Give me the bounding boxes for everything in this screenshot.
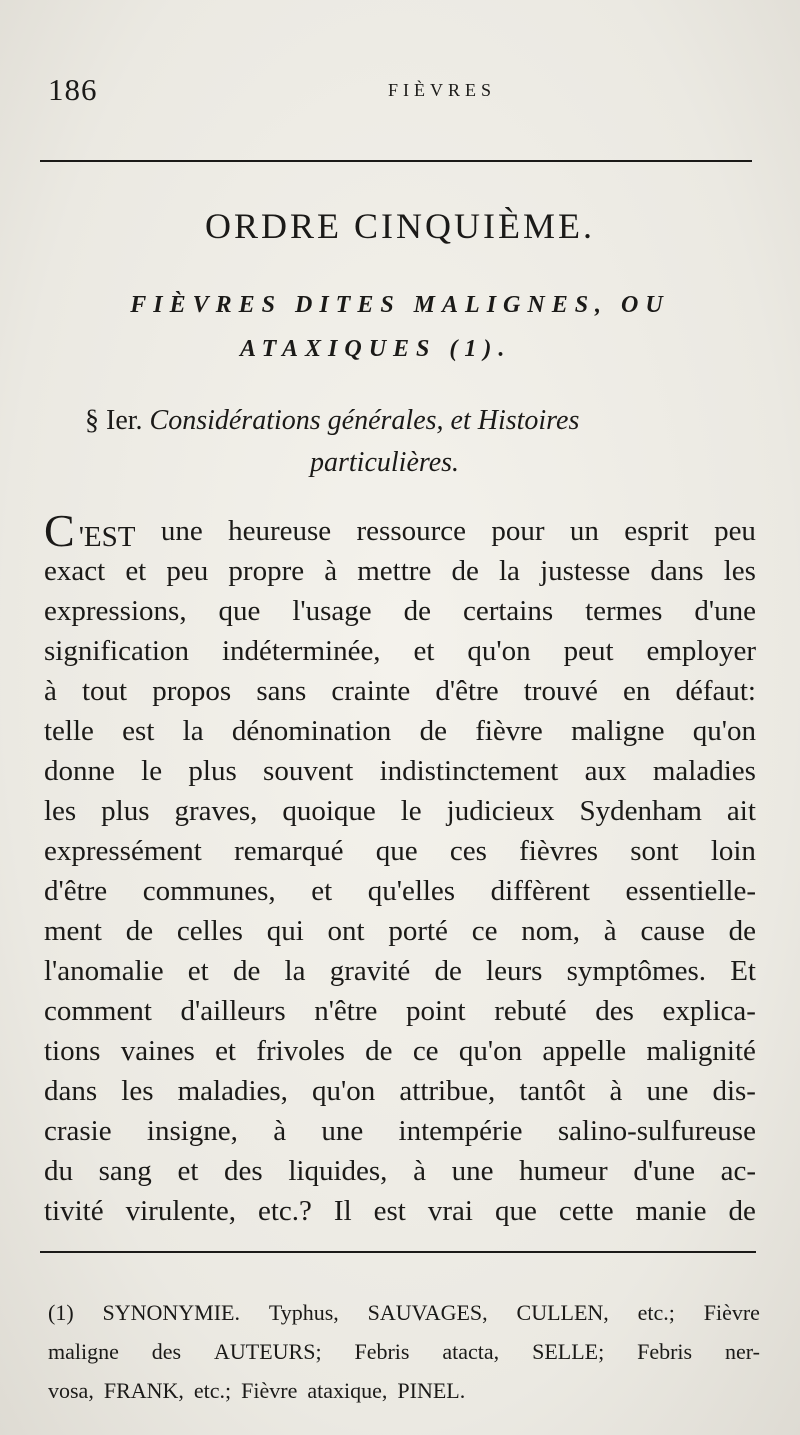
section-title-line-1: FIÈVRES DITES MALIGNES, OU <box>130 292 670 318</box>
running-head: FIÈVRES <box>388 80 497 100</box>
body-line: du sang et des liquides, à une humeur d'une ac- <box>44 1155 756 1187</box>
body-line: exact et peu propre à mettre de la justesse dans les <box>44 555 756 587</box>
header-rule <box>40 160 752 162</box>
page-number: 186 <box>48 72 98 107</box>
body-line: à tout propos sans crainte d'être trouvé en défaut: <box>44 675 756 707</box>
footnote-line: vosa, FRANK, etc.; Fièvre ataxique, PINEL. <box>48 1378 466 1403</box>
footnote <box>48 1293 760 1410</box>
body-line: d'être communes, et qu'elles diffèrent essentielle- <box>44 875 756 907</box>
body-line: ment de celles qui ont porté ce nom, à cause de <box>44 915 756 947</box>
body-line: crasie insigne, à une intempérie salino-sulfureuse <box>44 1115 756 1147</box>
body-line: dans les maladies, qu'on attribue, tantôt à une dis- <box>44 1075 756 1107</box>
body-line: tions vaines et frivoles de ce qu'on appelle malignité <box>44 1035 756 1067</box>
footnote-rule <box>40 1251 756 1253</box>
body-line: telle est la dénomination de fièvre maligne qu'on <box>44 715 756 747</box>
body-line: l'anomalie et de la gravité de leurs symptômes. Et <box>44 955 756 987</box>
drop-cap: C <box>44 511 75 551</box>
subsection-heading <box>85 405 579 437</box>
footnote-line: maligne des AUTEURS; Febris atacta, SELLE; Febris ner- <box>48 1339 760 1364</box>
body-line: comment d'ailleurs n'être point rebuté des explica- <box>44 995 756 1027</box>
body-line: expressions, que l'usage de certains termes d'une <box>44 595 756 627</box>
footnote-line: (1) SYNONYMIE. Typhus, SAUVAGES, CULLEN, etc.; Fièvre <box>48 1300 760 1325</box>
body-line: tivité virulente, etc.? Il est vrai que cette manie de <box>44 1195 756 1227</box>
subsection-title-line-2: particulières. <box>310 447 460 478</box>
page-header <box>48 72 748 108</box>
section-title-line-2: ATAXIQUES (1). <box>240 336 512 362</box>
body-line: C 'EST une heureuse ressource pour un esprit peu <box>44 511 756 551</box>
body-line: donne le plus souvent indistinctement aux maladies <box>44 755 756 787</box>
body-line: les plus graves, quoique le judicieux Sydenham ait <box>44 795 756 827</box>
body-text <box>44 511 756 1231</box>
section-mark: § Ier. <box>85 405 143 436</box>
subsection-title-line-1: Considérations générales, et Histoires <box>149 405 580 436</box>
body-line: signification indéterminée, et qu'on peut employer <box>44 635 756 667</box>
order-title: ORDRE CINQUIÈME. <box>205 206 595 246</box>
body-line: expressément remarqué que ces fièvres sont loin <box>44 835 756 867</box>
